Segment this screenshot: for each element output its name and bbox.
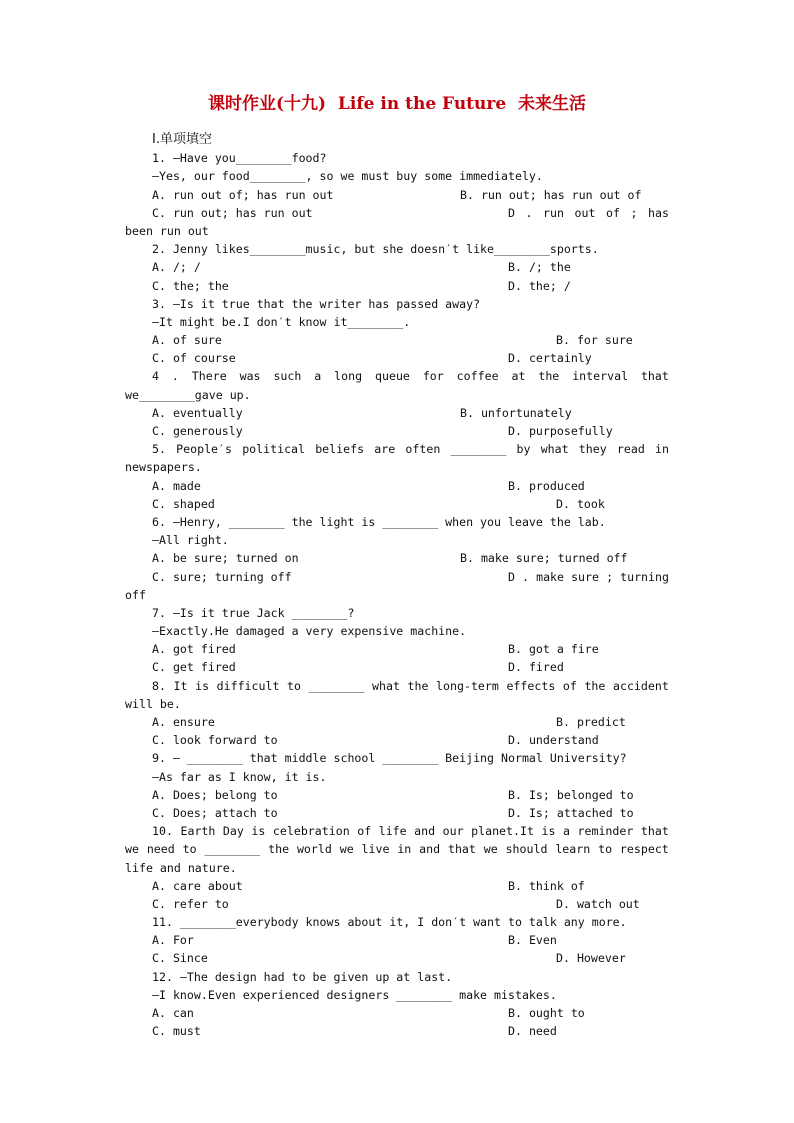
option-row xyxy=(0,277,794,295)
question-text: —Yes, our food________, so we must buy some immediately. xyxy=(152,169,543,184)
question-text: been run out xyxy=(125,223,209,238)
section-heading-text: Ⅰ.单项填空 xyxy=(152,132,212,147)
question-text: off xyxy=(125,587,146,602)
question-text: we________gave up. xyxy=(125,387,251,402)
question-text: —I know.Even experienced designers ________ make mistakes. xyxy=(152,987,557,1002)
option-left: A. made xyxy=(152,478,201,493)
option-left: C. Since xyxy=(152,951,208,966)
option-left: C. sure; turning off xyxy=(152,569,292,584)
question-text: we need to ________ the world we live in and that we should learn to respect xyxy=(125,842,669,857)
option-left: A. can xyxy=(152,1006,194,1020)
text-line xyxy=(0,986,794,1004)
option-right: B. Even xyxy=(508,933,557,948)
question-text: 5. People′s political beliefs are often ________ by what they read in xyxy=(152,442,669,457)
section-heading xyxy=(0,131,794,149)
option-left: A. of sure xyxy=(152,333,222,348)
question-text: 8. It is difficult to ________ what the long-term effects of the accident xyxy=(152,678,669,693)
question-text: 7. —Is it true Jack ________? xyxy=(152,605,355,620)
option-left: A. got fired xyxy=(152,642,236,657)
question-text: 9. — ________ that middle school ________ Beijing Normal University? xyxy=(152,751,627,766)
option-row xyxy=(0,640,794,658)
option-right: B. for sure xyxy=(556,333,633,348)
question-text: will be. xyxy=(125,696,181,711)
question-text: 4 . There was such a long queue for coffee at the interval that xyxy=(152,369,669,384)
option-right: B. got a fire xyxy=(508,642,599,657)
option-row xyxy=(0,1022,794,1040)
option-row xyxy=(0,1004,794,1022)
option-left: C. generously xyxy=(152,424,243,438)
option-row xyxy=(0,404,794,422)
option-right: B. think of xyxy=(508,878,585,893)
text-line xyxy=(0,295,794,313)
option-left: C. shaped xyxy=(152,496,215,511)
option-left: C. refer to xyxy=(152,896,229,911)
option-left: C. get fired xyxy=(152,660,236,675)
option-row xyxy=(0,804,794,822)
text-line xyxy=(0,586,794,604)
option-left: C. look forward to xyxy=(152,733,278,748)
option-row xyxy=(0,786,794,804)
option-left: A. care about xyxy=(152,878,243,893)
option-left: A. run out of; has run out xyxy=(152,187,334,202)
option-row xyxy=(0,877,794,895)
option-right: D. However xyxy=(556,951,626,966)
option-right: D. fired xyxy=(508,660,564,675)
option-row xyxy=(0,549,794,567)
option-row xyxy=(0,713,794,731)
option-right: B. ought to xyxy=(508,1006,585,1020)
text-line xyxy=(0,749,794,767)
option-right: D . make sure ; turning xyxy=(508,569,669,584)
option-row xyxy=(0,258,794,276)
text-line xyxy=(0,822,794,840)
question-text: life and nature. xyxy=(125,860,237,875)
option-row xyxy=(0,477,794,495)
text-line xyxy=(0,458,794,476)
option-row xyxy=(0,731,794,749)
option-row xyxy=(0,568,794,586)
option-right: D. the; / xyxy=(508,278,571,293)
text-line xyxy=(0,913,794,931)
text-line xyxy=(0,440,794,458)
option-row xyxy=(0,895,794,913)
question-text: —As far as I know, it is. xyxy=(152,769,327,784)
text-line xyxy=(0,840,794,858)
option-row xyxy=(0,422,794,440)
option-row xyxy=(0,949,794,967)
option-left: C. the; the xyxy=(152,278,229,293)
text-line xyxy=(0,167,794,185)
option-row xyxy=(0,331,794,349)
text-line xyxy=(0,677,794,695)
question-text: 11. ________everybody knows about it, I don′t want to talk any more. xyxy=(152,915,627,930)
text-line xyxy=(0,622,794,640)
option-left: A. be sure; turned on xyxy=(152,551,299,566)
option-row xyxy=(0,349,794,367)
option-left: A. eventually xyxy=(152,405,243,420)
text-line xyxy=(0,968,794,986)
question-text: newspapers. xyxy=(125,460,202,475)
option-right: B. run out; has run out of xyxy=(460,187,642,202)
text-line xyxy=(0,531,794,549)
option-right: B. unfortunately xyxy=(460,405,572,420)
option-right: D. purposefully xyxy=(508,424,613,438)
question-text: 10. Earth Day is celebration of life and our planet.It is a reminder that xyxy=(152,824,669,839)
option-left: A. For xyxy=(152,933,194,948)
question-text: 3. —Is it true that the writer has passed away? xyxy=(152,296,481,311)
option-right: B. predict xyxy=(556,715,626,729)
text-line xyxy=(0,513,794,531)
option-right: D. understand xyxy=(508,733,599,748)
option-right: B. make sure; turned off xyxy=(460,551,628,566)
option-right: D. need xyxy=(508,1024,557,1039)
text-line xyxy=(0,859,794,877)
option-left: C. run out; has run out xyxy=(152,205,313,220)
text-line xyxy=(0,222,794,240)
option-right: B. Is; belonged to xyxy=(508,787,634,802)
option-right: D. certainly xyxy=(508,351,592,366)
text-line xyxy=(0,240,794,258)
question-text: —It might be.I don′t know it________. xyxy=(152,314,411,329)
option-row xyxy=(0,204,794,222)
text-line xyxy=(0,386,794,404)
option-left: A. /; / xyxy=(152,260,201,275)
option-right: D . run out of ; has xyxy=(508,205,669,220)
option-row xyxy=(0,931,794,949)
option-right: B. /; the xyxy=(508,260,571,275)
option-right: D. Is; attached to xyxy=(508,805,634,820)
text-line xyxy=(0,367,794,385)
option-left: C. of course xyxy=(152,351,236,366)
text-line xyxy=(0,695,794,713)
text-line xyxy=(0,313,794,331)
text-line xyxy=(0,149,794,167)
option-row xyxy=(0,186,794,204)
option-left: A. Does; belong to xyxy=(152,787,278,802)
question-text: —Exactly.He damaged a very expensive machine. xyxy=(152,624,467,639)
exercise-content xyxy=(0,131,794,1040)
question-text: 2. Jenny likes________music, but she doesn′t like________sports. xyxy=(152,242,599,257)
page-title: 课时作业(十九) Life in the Future 未来生活 xyxy=(207,94,587,114)
option-right: B. produced xyxy=(508,478,585,493)
option-left: C. must xyxy=(152,1024,201,1039)
option-row xyxy=(0,495,794,513)
option-left: C. Does; attach to xyxy=(152,805,278,820)
text-line xyxy=(0,768,794,786)
text-line xyxy=(0,604,794,622)
option-right: D. watch out xyxy=(556,896,640,911)
option-row xyxy=(0,658,794,676)
question-text: 1. —Have you________food? xyxy=(152,151,327,166)
option-right: D. took xyxy=(556,496,605,511)
question-text: —All right. xyxy=(152,533,229,548)
question-text: 12. —The design had to be given up at last. xyxy=(152,969,453,984)
option-left: A. ensure xyxy=(152,715,215,729)
question-text: 6. —Henry, ________ the light is ________ when you leave the lab. xyxy=(152,514,606,529)
